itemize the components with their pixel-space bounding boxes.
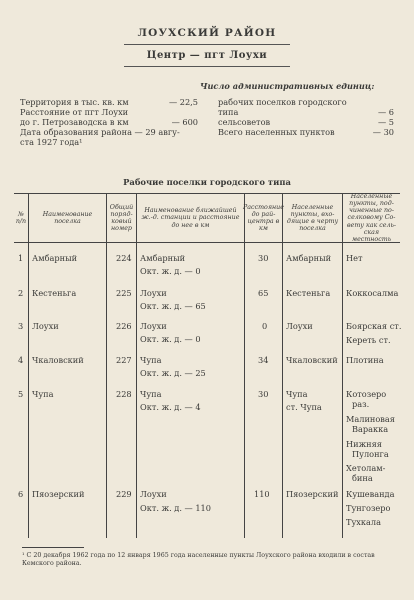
subordinate-settlement: раз. [352, 399, 370, 409]
info-row [218, 107, 394, 117]
station-name: Лоухи [140, 321, 167, 331]
info-value: — 30 [372, 127, 394, 137]
settlement-name: Амбарный [32, 253, 78, 263]
info-value: — 5 [378, 117, 394, 127]
station-name: Лоухи [140, 288, 167, 298]
station-name: Лоухи [140, 489, 167, 499]
included-settlement: Чкаловский [286, 355, 338, 365]
subordinate-settlement: Боярская ст. [346, 321, 402, 331]
distance-to-center: 65 [258, 288, 269, 298]
subordinate-settlement: бина [352, 473, 373, 483]
station-distance: Окт. ж. д. — 25 [140, 368, 206, 378]
info-label: Территория в тыс. кв. км [20, 97, 129, 107]
serial-number: 228 [116, 389, 132, 399]
info-row [218, 127, 394, 137]
subordinate-settlement: Кереть ст. [346, 335, 391, 345]
column-header-distance: Расстояние до рай-центра в км [244, 194, 282, 242]
region-center: Центр — пгт Лоухи [146, 50, 268, 61]
included-settlement: Лоухи [286, 321, 313, 331]
footnote: ¹ С 20 декабря 1962 года по 12 января 1965 года населенные пункты Лоухского района входили в состав Кемского района. [22, 552, 375, 567]
info-value: — 22,5 [168, 97, 198, 107]
included-settlement: ст. Чупа [286, 402, 322, 412]
distance-to-center: 30 [258, 389, 269, 399]
subordinate-settlement: Малиновая [346, 414, 395, 424]
station-distance: Окт. ж. д. — 65 [140, 301, 206, 311]
serial-number: 225 [116, 288, 132, 298]
station-name: Амбарный [140, 253, 186, 263]
info-label: рабочих поселков городского [218, 97, 347, 107]
subordinate-settlement: Коккосалма [346, 288, 399, 298]
column-header-station: Наименование ближайшей ж.-д. станции и расстояние до нее в км [136, 194, 244, 242]
info-row [20, 97, 198, 107]
column-header-number: № п/п [15, 210, 27, 225]
info-row [20, 137, 198, 147]
station-distance: Окт. ж. д. — 4 [140, 402, 201, 412]
subordinate-settlement: Пулонга [352, 449, 389, 459]
station-distance: Окт. ж. д. — 0 [140, 266, 201, 276]
settlement-name: Кестеньга [32, 288, 77, 298]
station-name: Чупа [140, 389, 162, 399]
serial-number: 224 [116, 253, 132, 263]
admin-units-heading: Число административных единиц: [200, 81, 375, 91]
subordinate-settlement: Нет [346, 253, 363, 263]
info-label: Всего населенных пунктов [218, 127, 335, 137]
station-name: Чупа [140, 355, 162, 365]
subordinate-settlement: Кушеванда [346, 489, 395, 499]
info-row [218, 117, 394, 127]
column-header-name: Наименование поселка [28, 194, 106, 242]
subordinate-settlement: Хетолам- [346, 463, 386, 473]
column-divider [342, 241, 343, 538]
row-number: 6 [18, 489, 24, 499]
row-number: 1 [18, 253, 24, 263]
settlement-name: Пяозерский [32, 489, 85, 499]
info-right [218, 97, 394, 137]
row-number: 2 [18, 288, 24, 298]
subordinate-settlement: Варакка [352, 424, 389, 434]
subordinate-settlement: Тухкала [346, 517, 381, 527]
settlement-name: Чкаловский [32, 355, 84, 365]
included-settlement: Чупа [286, 389, 308, 399]
row-number: 4 [18, 355, 24, 365]
row-number: 3 [18, 321, 24, 331]
region-title: ЛОУХСКИЙ РАЙОН [137, 27, 277, 39]
info-label: Расстояние от пгт Лоухи [20, 107, 129, 117]
included-settlement: Амбарный [286, 253, 332, 263]
serial-number: 229 [116, 489, 132, 499]
info-label: сельсоветов [218, 117, 271, 127]
settlement-name: Чупа [32, 389, 54, 399]
station-distance: Окт. ж. д. — 0 [140, 334, 201, 344]
subordinate-settlement: Тунгозеро [346, 503, 391, 513]
footnote-rule [22, 547, 84, 548]
info-value: — 600 [171, 117, 198, 127]
info-value: — 6 [378, 107, 394, 117]
info-label: ста 1927 года¹ [20, 137, 83, 147]
info-label: до г. Петрозаводска в км [20, 117, 129, 127]
info-label: типа [218, 107, 239, 117]
info-left [20, 97, 198, 147]
column-divider [282, 241, 283, 538]
column-divider [244, 241, 245, 538]
info-row [20, 127, 198, 137]
included-settlement: Кестеньга [286, 288, 331, 298]
column-divider [106, 241, 107, 538]
info-row [218, 97, 394, 107]
distance-to-center: 34 [258, 355, 269, 365]
title-rule-top [124, 44, 290, 45]
title-rule-bottom [124, 66, 290, 67]
subordinate-settlement: Котозеро [346, 389, 387, 399]
info-row [20, 117, 198, 127]
distance-to-center: 30 [258, 253, 269, 263]
settlement-name: Лоухи [32, 321, 59, 331]
subordinate-settlement: Нижняя [346, 439, 382, 449]
distance-to-center: 110 [254, 489, 270, 499]
distance-to-center: 0 [262, 321, 268, 331]
column-divider [28, 241, 29, 538]
row-number: 5 [18, 389, 24, 399]
info-label: Дата образования района — 29 авгу- [20, 127, 180, 137]
serial-number: 226 [116, 321, 132, 331]
info-row [20, 107, 198, 117]
subordinate-settlement: Плотина [346, 355, 384, 365]
column-header-included: Населенные пункты, вхо-дящие в черту поселка [282, 194, 342, 242]
table-header [14, 193, 400, 243]
serial-number: 227 [116, 355, 132, 365]
included-settlement: Пяозерский [286, 489, 339, 499]
table-title: Рабочие поселки городского типа [123, 177, 291, 187]
station-distance: Окт. ж. д. — 110 [140, 503, 211, 513]
column-header-subordinate: Населенные пункты, под-чиненные по-селковому Со-вету как сель-ская местность [342, 194, 400, 242]
column-divider [136, 241, 137, 538]
column-header-id: Общий поряд-ковый номер [106, 194, 136, 242]
